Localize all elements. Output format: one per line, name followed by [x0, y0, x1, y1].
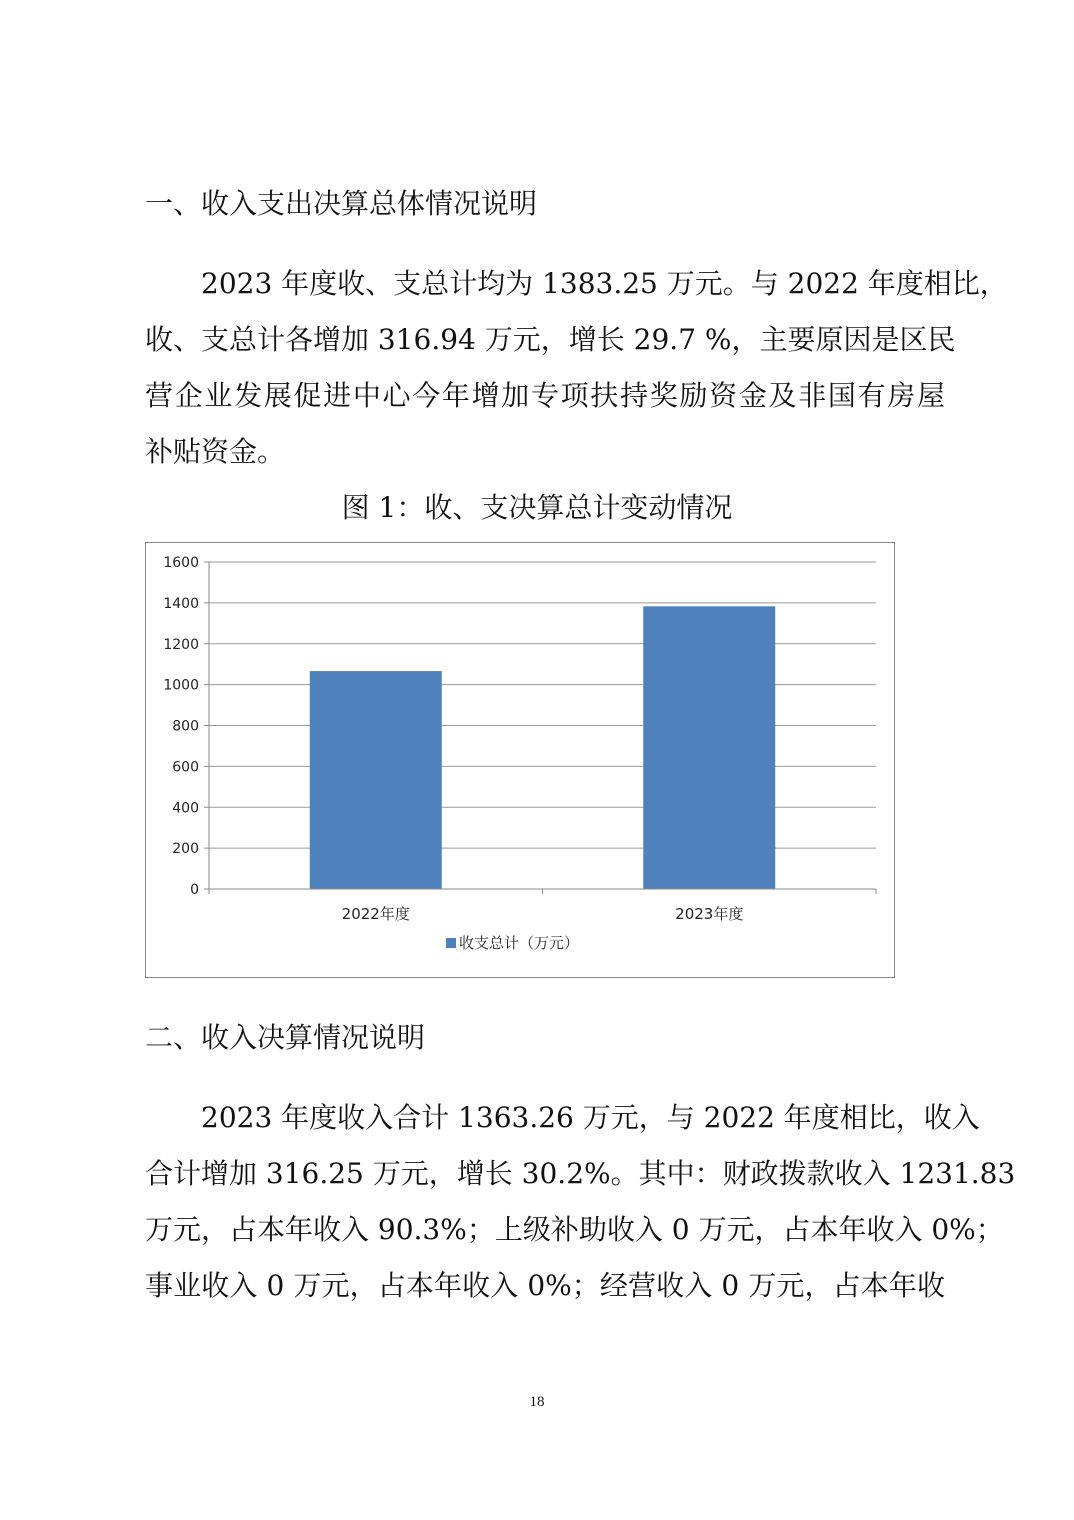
- legend-label: 收支总计（万元）: [459, 934, 580, 952]
- paragraph-line: 补贴资金。: [145, 435, 286, 468]
- section2-paragraph: [145, 1090, 1016, 1314]
- y-tick-label: 400: [172, 800, 199, 817]
- chart-gridlines: [209, 562, 876, 848]
- bar-2022年度: [310, 671, 442, 889]
- bar-2023年度: [643, 606, 775, 889]
- paragraph-line: 合计增加 316.25 万元，增长 30.2%。其中：财政拨款收入 1231.83: [145, 1157, 1016, 1190]
- paragraph-line: 2023 年度收入合计 1363.26 万元，与 2022 年度相比，收入: [201, 1101, 980, 1134]
- paragraph-line: 2023 年度收、支总计均为 1383.25 万元。与 2022 年度相比，: [201, 267, 1008, 300]
- paragraph-line: 万元，占本年收入 90.3%；上级补助收入 0 万元，占本年收入 0%；: [145, 1213, 1004, 1246]
- section1-paragraph: [145, 256, 1008, 480]
- chart-bars: [310, 606, 776, 889]
- chart-legend: [446, 934, 579, 952]
- paragraph-line: 事业收入 0 万元，占本年收入 0%；经营收入 0 万元，占本年收: [145, 1269, 945, 1302]
- y-tick-label: 1000: [163, 677, 199, 694]
- y-tick-label: 200: [172, 841, 199, 858]
- page-number: 18: [529, 1394, 545, 1410]
- legend-swatch: [446, 938, 456, 948]
- section2-heading: 二、收入决算情况说明: [145, 1021, 426, 1054]
- x-tick-label: 2022年度: [341, 905, 410, 923]
- y-tick-label: 600: [172, 759, 199, 776]
- y-tick-label: 0: [190, 882, 199, 898]
- paragraph-line: 营企业发展促进中心今年增加专项扶持奖励资金及非国有房屋: [145, 379, 945, 412]
- bar-chart-svg: [146, 543, 894, 977]
- figure-caption: 图 1：收、支决算总计变动情况: [341, 491, 733, 524]
- x-tick-label: 2023年度: [675, 905, 744, 923]
- y-tick-label: 800: [172, 718, 199, 735]
- section1-heading: 一、收入支出决算总体情况说明: [145, 187, 538, 220]
- paragraph-line: 收、支总计各增加 316.94 万元，增长 29.7 %，主要原因是区民: [145, 323, 956, 356]
- y-tick-label: 1600: [163, 555, 199, 571]
- y-tick-label: 1200: [163, 636, 199, 653]
- y-tick-label: 1400: [163, 595, 199, 612]
- bar-chart: [145, 542, 895, 978]
